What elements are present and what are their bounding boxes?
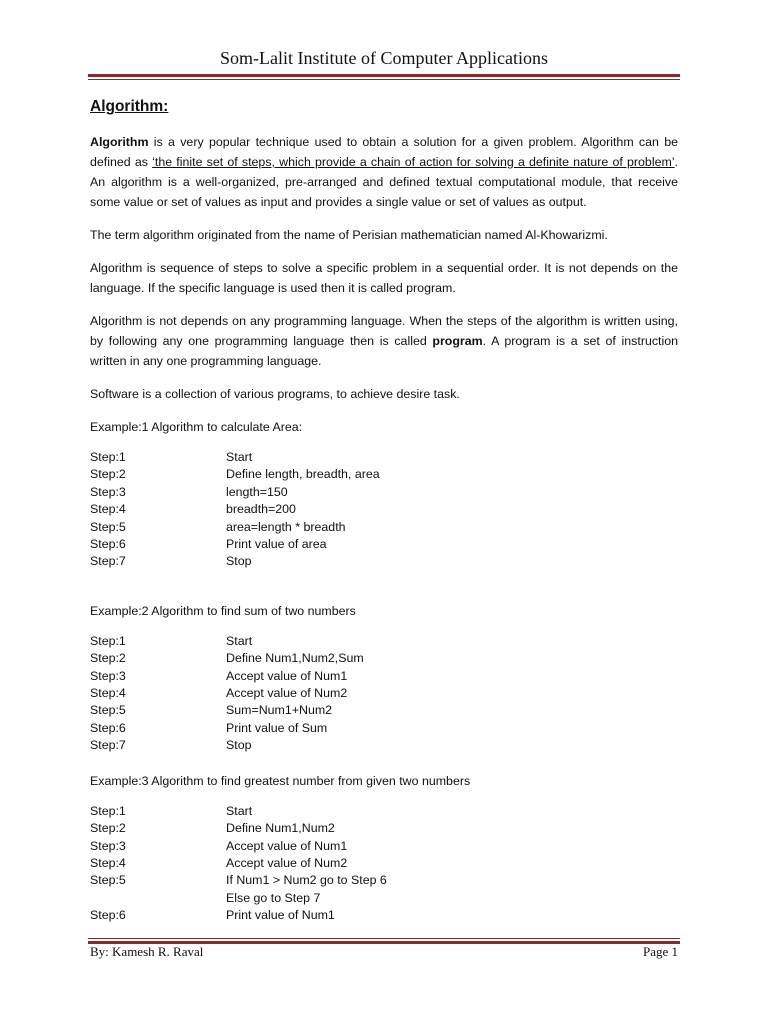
step-label: Step:4 [90,855,126,870]
step-text: Accept value of Num2 [226,855,348,870]
paragraph-text: . A program is a set of instruction written in any one programming language. [90,334,679,368]
paragraph-sequence: Algorithm is sequence of steps to solve a specific problem in a sequential order. It is not depends on the language. If the specific language is used then it is called program. [90,261,678,295]
example-title: Example:3 Algorithm to find greatest number from given two numbers [90,773,471,788]
step-label: Step:6 [90,720,126,735]
step-text: Start [226,633,253,648]
step-row [90,907,678,924]
example-block [90,771,678,925]
step-text: Stop [226,554,252,569]
step-text: length=150 [226,484,288,499]
step-row [90,720,678,737]
step-label: Step:3 [90,838,126,853]
paragraph-text: is a very popular technique used to obtain a solution for a given problem. Algorithm can be defined as [90,135,678,169]
step-row [90,803,678,820]
step-list [90,633,678,755]
step-row [90,484,678,501]
step-row [90,890,678,907]
document-body [90,96,678,941]
examples-container [90,417,678,925]
term-program: program [432,334,483,348]
step-text: Stop [226,738,252,753]
step-label: Step:3 [90,484,126,499]
page-header-title: Som-Lalit Institute of Computer Applications [220,48,548,68]
step-label: Step:3 [90,668,126,683]
step-row [90,702,678,719]
step-label: Step:1 [90,633,126,648]
step-text: breadth=200 [226,502,296,517]
example-block [90,417,678,571]
step-label: Step:1 [90,803,126,818]
step-text: Print value of Sum [226,720,328,735]
step-text: area=length * breadth [226,519,346,534]
step-label: Step:6 [90,537,126,552]
step-row [90,855,678,872]
step-row [90,633,678,650]
step-row [90,449,678,466]
step-row [90,685,678,702]
term-algorithm: Algorithm [90,135,149,149]
step-list [90,803,678,925]
step-text: Print value of Num1 [226,908,335,923]
step-text: Else go to Step 7 [226,890,321,905]
step-text: Start [226,803,253,818]
step-text: If Num1 > Num2 go to Step 6 [226,873,387,888]
step-row [90,838,678,855]
step-label: Step:2 [90,821,126,836]
step-row [90,501,678,518]
step-text: Accept value of Num2 [226,686,348,701]
step-row [90,536,678,553]
step-text: Start [226,450,253,464]
step-text: Define Num1,Num2 [226,821,335,836]
step-text: Sum=Num1+Num2 [226,703,333,718]
step-row [90,820,678,837]
step-text: Define length, breadth, area [226,467,380,482]
step-label: Step:4 [90,686,126,701]
step-label: Step:1 [90,450,126,464]
example-title: Example:2 Algorithm to find sum of two numbers [90,603,356,618]
step-label: Step:2 [90,467,126,482]
paragraph-text: . An algorithm is a well-organized, pre-arranged and defined textual computational module, that receive some value or set of values as input and provides a single value or set of values as output. [90,155,678,209]
header-rule-thick [88,74,680,77]
paragraph-text: Algorithm is not depends on any programming language. When the steps of the algorithm is written using, by following any one programming language then is called [90,314,678,348]
paragraph-software: Software is a collection of various programs, to achieve desire task. [90,387,460,401]
paragraph-definition [90,132,678,212]
paragraph-origin: The term algorithm originated from the name of Perisian mathematician named Al-Khowarizmi. [90,228,608,242]
step-row [90,519,678,536]
step-list [90,449,678,571]
step-row [90,872,678,889]
step-text: Define Num1,Num2,Sum [226,651,364,666]
step-text: Accept value of Num1 [226,668,348,683]
step-text: Print value of area [226,537,327,552]
step-label [90,890,226,907]
step-label: Step:5 [90,703,126,718]
example-title: Example:1 Algorithm to calculate Area: [90,420,303,434]
section-heading: Algorithm: [90,98,169,115]
footer-rule-thin [88,938,680,939]
step-row [90,668,678,685]
step-label: Step:6 [90,908,126,923]
footer-page-number: Page 1 [642,944,678,959]
step-row [90,737,678,754]
step-label: Step:4 [90,502,126,517]
step-label: Step:5 [90,873,126,888]
step-row [90,553,678,570]
paragraph-program [90,311,678,371]
footer-author: By: Kamesh R. Raval [90,944,204,959]
step-row [90,650,678,667]
step-label: Step:2 [90,651,126,666]
header-rule-thin [88,79,680,80]
step-label: Step:5 [90,519,126,534]
step-label: Step:7 [90,554,126,569]
step-text: Accept value of Num1 [226,838,348,853]
definition-quote: ‘the finite set of steps, which provide a chain of action for solving a definite nature of problem’ [152,155,675,169]
step-label: Step:7 [90,738,126,753]
example-block [90,601,678,755]
step-row [90,466,678,483]
